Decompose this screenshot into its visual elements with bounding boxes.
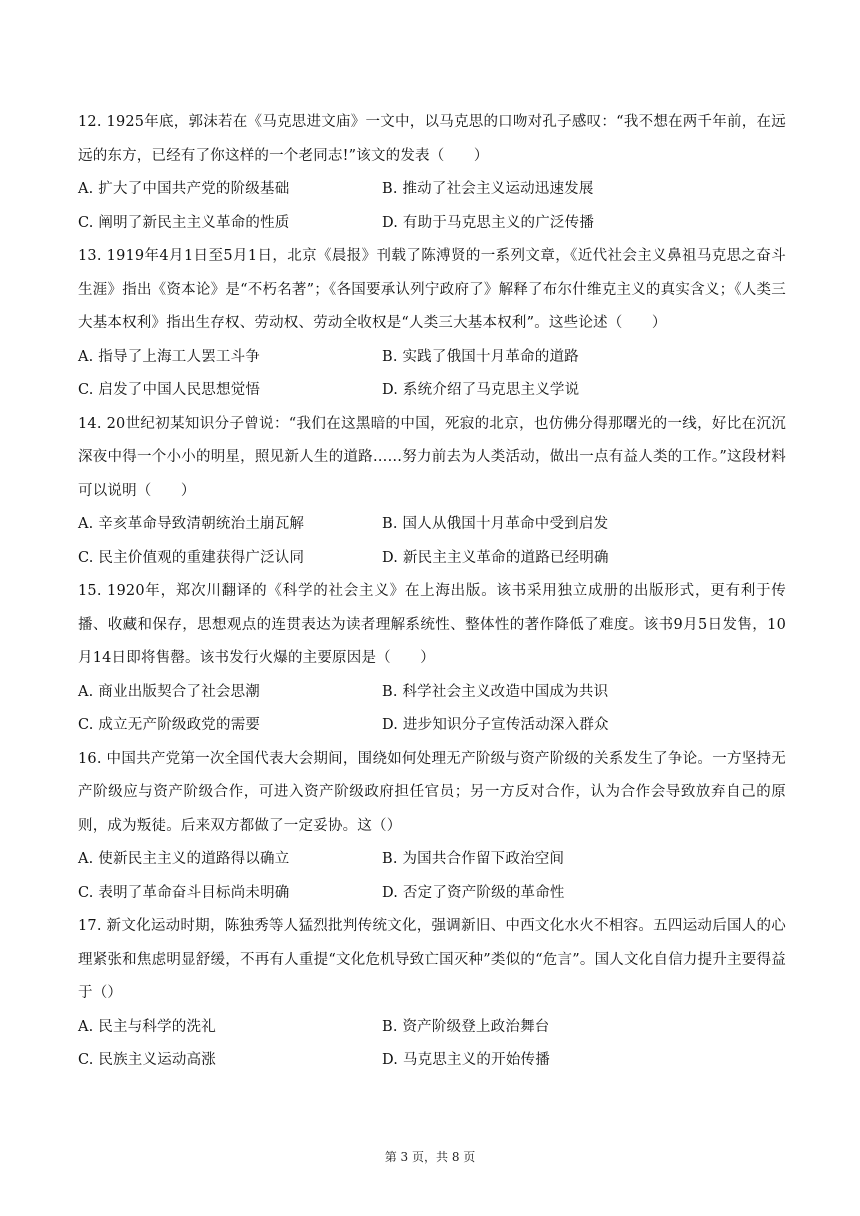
options	[78, 1011, 786, 1078]
option-a: A. 民主与科学的洗礼	[78, 1018, 216, 1035]
options	[78, 173, 786, 240]
question-14	[78, 408, 786, 576]
option-a: A. 使新民主主义的道路得以确立	[78, 851, 290, 867]
question-stem: 17. 新文化运动时期，陈独秀等人猛烈批判传统文化，强调新旧、中西文化水火不相容。五四运动后国人的心理紧张和焦虑明显舒缓，不再有人重提“文化危机导致亡国灭种”类似的“危言”。国人文化自信力提升主要得益于（）	[78, 918, 786, 1001]
option-b: B. 为国共合作留下政治空间	[382, 851, 565, 867]
question-12	[78, 106, 786, 240]
option-d: D. 有助于马克思主义的广泛传播	[382, 214, 595, 231]
question-stem: 14. 20世纪初某知识分子曾说：“我们在这黑暗的中国，死寂的北京，也仿佛分得那曙光的一线，好比在沉沉深夜中得一个小小的明星，照见新人生的道路……努力前去为人类活动，做出一点有益人类的工作。”这段材料可以说明（ ）	[78, 415, 786, 499]
option-c: C. 阐明了新民主主义革命的性质	[78, 214, 290, 231]
option-c: C. 民主价值观的重建获得广泛认同	[78, 549, 305, 566]
options	[78, 341, 786, 408]
option-a: A. 扩大了中国共产党的阶级基础	[78, 181, 290, 197]
option-d: D. 新民主主义革命的道路已经明确	[382, 549, 609, 566]
page-number: 第 3 页，共 8 页	[384, 1150, 476, 1164]
option-c: C. 启发了中国人民思想觉悟	[78, 382, 261, 398]
option-a: A. 指导了上海工人罢工斗争	[78, 348, 260, 365]
option-c: C. 成立无产阶级政党的需要	[78, 717, 261, 733]
option-d: D. 系统介绍了马克思主义学说	[382, 382, 580, 398]
options	[78, 508, 786, 575]
option-c: C. 民族主义运动高涨	[78, 1052, 216, 1068]
option-d: D. 进步知识分子宣传活动深入群众	[382, 717, 609, 733]
option-b: B. 资产阶级登上政治舞台	[382, 1018, 550, 1035]
question-list	[78, 106, 786, 1078]
question-stem: 12. 1925年底，郭沫若在《马克思进文庙》一文中，以马克思的口吻对孔子感叹：“我不想在两千年前，在远远的东方，已经有了你这样的一个老同志!”该文的发表（ ）	[78, 114, 786, 164]
option-c: C. 表明了革命奋斗目标尚未明确	[78, 884, 290, 901]
question-16	[78, 743, 786, 911]
option-b: B. 推动了社会主义运动迅速发展	[382, 181, 594, 197]
options	[78, 843, 786, 910]
question-stem: 13. 1919年4月1日至5月1日，北京《晨报》刊载了陈溥贤的一系列文章，《近代社会主义鼻祖马克思之奋斗生涯》指出《资本论》是“不朽名著”；《各国要承认列宁政府了》解释了布尔什维克主义的真实含义；《人类三大基本权利》指出生存权、劳动权、劳动全收权是“人类三大基本权利”。这些论述（ ）	[78, 248, 786, 331]
option-b: B. 国人从俄国十月革命中受到启发	[382, 516, 609, 532]
option-b: B. 科学社会主义改造中国成为共识	[382, 683, 609, 700]
question-stem: 16. 中国共产党第一次全国代表大会期间，围绕如何处理无产阶级与资产阶级的关系发生了争论。一方坚持无产阶级应与资产阶级合作，可进入资产阶级政府担任官员；另一方反对合作，认为合作会导致放弃自己的原则，成为叛徒。后来双方都做了一定妥协。这（）	[78, 750, 786, 834]
options	[78, 676, 786, 743]
option-a: A. 商业出版契合了社会思潮	[78, 683, 260, 700]
question-15	[78, 575, 786, 743]
question-17	[78, 910, 786, 1078]
option-b: B. 实践了俄国十月革命的道路	[382, 348, 579, 365]
option-a: A. 辛亥革命导致清朝统治土崩瓦解	[78, 516, 305, 532]
option-d: D. 否定了资产阶级的革命性	[382, 884, 565, 901]
option-d: D. 马克思主义的开始传播	[382, 1052, 550, 1068]
question-13	[78, 240, 786, 408]
question-stem: 15. 1920年，郑次川翻译的《科学的社会主义》在上海出版。该书采用独立成册的出版形式，更有利于传播、收藏和保存，思想观点的连贯表达为读者理解系统性、整体性的著作降低了难度。该书9月5日发售，10月14日即将售罄。该书发行火爆的主要原因是（ ）	[78, 583, 786, 666]
